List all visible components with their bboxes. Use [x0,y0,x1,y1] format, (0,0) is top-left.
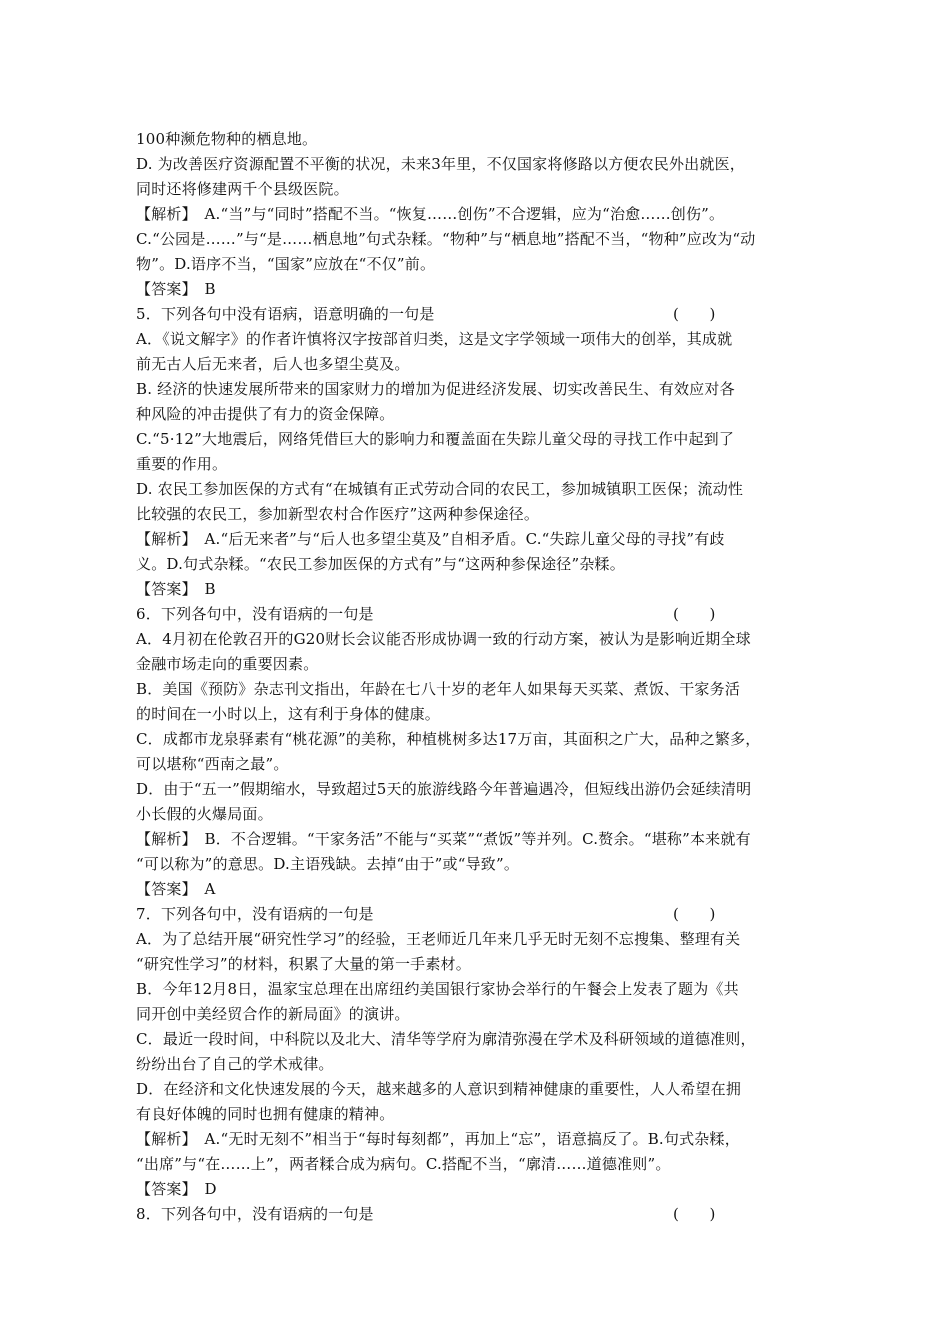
answer-blank: ( ) [673,905,716,923]
text-line: D．由于“五一”假期缩水，导致超过5天的旅游线路今年普遍遇冷，但短线出游仍会延续清明 [136,780,752,798]
text-line: 【解析】 B．不合逻辑。“干家务活”不能与“买菜”“煮饭”等并列。C.赘余。“堪称”本来就有 [136,830,751,848]
text-line: 同时还将修建两千个县级医院。 [136,180,349,198]
text-line: C．最近一段时间，中科院以及北大、清华等学府为廓清弥漫在学术及科研领域的道德准则， [136,1030,756,1048]
text-line: 【答案】 D [136,1180,217,1198]
question-text: 6．下列各句中，没有语病的一句是 [136,605,374,623]
text-line: A．4月初在伦敦召开的G20财长会议能否形成协调一致的行动方案，被认为是影响近期全球 [136,630,751,648]
text-line: 的时间在一小时以上，这有利于身体的健康。 [136,705,441,723]
answer-blank: ( ) [673,1205,716,1223]
answer-blank: ( ) [673,605,716,623]
text-line: 物”。D.语序不当，“国家”应放在“不仅”前。 [136,255,436,273]
text-line: B．美国《预防》杂志刊文指出，年龄在七八十岁的老年人如果每天买菜、煮饭、干家务活 [136,680,741,698]
text-line: C.“公园是……”与“是……栖息地”句式杂糅。“物种”与“栖息地”搭配不当，“物种”应改为“动 [136,230,756,248]
text-line: D．在经济和文化快速发展的今天，越来越多的人意识到精神健康的重要性，人人希望在拥 [136,1080,742,1098]
question-line [136,1202,826,1227]
text-line: D. 为改善医疗资源配置不平衡的状况，未来3年里，不仅国家将修路以方便农民外出就医， [136,155,745,173]
text-line: 【解析】 A.“后无来者”与“后人也多望尘莫及”自相矛盾。C.“失踪儿童父母的寻找”有歧 [136,530,725,548]
text-line: A．《说文解字》的作者许慎将汉字按部首归类，这是文字学领域一项伟大的创举，其成就 [136,330,733,348]
question-line [136,902,826,927]
text-line: 比较强的农民工，参加新型农村合作医疗”这两种参保途径。 [136,505,540,523]
text-line: 100种濒危物种的栖息地。 [136,130,318,148]
text-line: 金融市场走向的重要因素。 [136,655,319,673]
text-line: 同开创中美经贸合作的新局面》的演讲。 [136,1005,410,1023]
question-line [136,602,826,627]
text-line: 义。D.句式杂糅。“农民工参加医保的方式有”与“这两种参保途径”杂糅。 [136,555,625,573]
text-line: 小长假的火爆局面。 [136,805,273,823]
text-line: 纷纷出台了自己的学术戒律。 [136,1055,334,1073]
text-line: 有良好体魄的同时也拥有健康的精神。 [136,1105,395,1123]
question-text: 8．下列各句中，没有语病的一句是 [136,1205,374,1223]
text-line: C．成都市龙泉驿素有“桃花源”的美称，种植桃树多达17万亩，其面积之广大，品种之繁多， [136,730,761,748]
document-page [136,127,826,1227]
answer-blank: ( ) [673,305,716,323]
text-line: A．为了总结开展“研究性学习”的经验，王老师近几年来几乎无时无刻不忘搜集、整理有关 [136,930,741,948]
text-line: 可以堪称“西南之最”。 [136,755,289,773]
text-line: D. 农民工参加医保的方式有“在城镇有正式劳动合同的农民工，参加城镇职工医保；流动性 [136,480,744,498]
text-line: 【解析】 A.“无时无刻不”相当于“每时每刻都”，再加上“忘”，语意搞反了。B.句式杂糅， [136,1130,740,1148]
text-line: B. 经济的快速发展所带来的国家财力的增加为促进经济发展、切实改善民生、有效应对各 [136,380,735,398]
question-text: 7．下列各句中，没有语病的一句是 [136,905,374,923]
text-line: 【答案】 B [136,580,216,598]
text-line: 种风险的冲击提供了有力的资金保障。 [136,405,395,423]
question-text: 5．下列各句中没有语病，语意明确的一句是 [136,305,435,323]
text-line: 重要的作用。 [136,455,228,473]
text-line: 【解析】 A.“当”与“同时”搭配不当。“恢复……创伤”不合逻辑，应为“治愈……创伤”。 [136,205,725,223]
text-line: “出席”与“在……上”，两者糅合成为病句。C.搭配不当，“廓清……道德准则”。 [136,1155,671,1173]
text-line: 【答案】 B [136,280,216,298]
text-line: 前无古人后无来者，后人也多望尘莫及。 [136,355,410,373]
question-line [136,302,826,327]
text-line: C.“5·12”大地震后，网络凭借巨大的影响力和覆盖面在失踪儿童父母的寻找工作中起到了 [136,430,735,448]
text-line: 【答案】 A [136,880,216,898]
text-line: “研究性学习”的材料，积累了大量的第一手素材。 [136,955,471,973]
text-line: B．今年12月8日，温家宝总理在出席纽约美国银行家协会举行的午餐会上发表了题为《共 [136,980,739,998]
text-line: “可以称为”的意思。D.主语残缺。去掉“由于”或“导致”。 [136,855,520,873]
